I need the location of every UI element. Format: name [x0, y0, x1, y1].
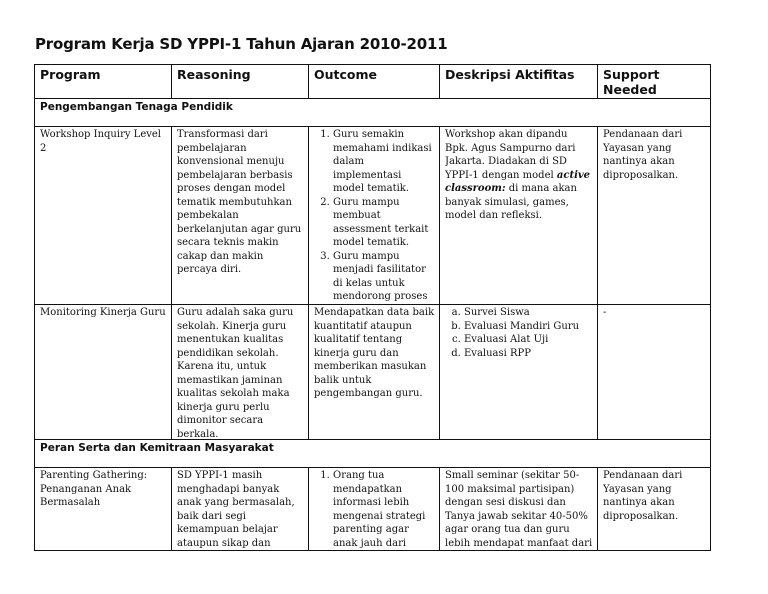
- list-item: c. Evaluasi Alat Uji: [464, 333, 593, 347]
- table-row: [35, 468, 711, 551]
- list-item: 2. Guru mampu membuat assessment terkait model tematik.: [333, 196, 435, 250]
- table-row: [35, 127, 711, 305]
- cell-program: [35, 468, 172, 551]
- header-support: Support Needed: [598, 65, 711, 99]
- cell-reasoning: [172, 305, 309, 440]
- deskripsi-list: [445, 306, 593, 360]
- support-text: Pendanaan dari Yayasan yang nantinya akan diproposalkan.: [603, 470, 683, 522]
- header-outcome: Outcome: [309, 65, 440, 99]
- cell-outcome: [309, 305, 440, 440]
- cell-deskripsi: [440, 127, 598, 305]
- program-text: Monitoring Kinerja Guru: [40, 307, 166, 318]
- cell-reasoning: [172, 468, 309, 551]
- section-row: [35, 440, 711, 468]
- header-program: Program: [35, 65, 172, 99]
- cell-outcome: [309, 468, 440, 551]
- support-text: Pendanaan dari Yayasan yang nantinya akan diproposalkan.: [603, 129, 683, 181]
- cell-support: [598, 127, 711, 305]
- table-row: [35, 305, 711, 440]
- outcome-list: [314, 469, 435, 549]
- cell-reasoning: [172, 127, 309, 305]
- header-reasoning: Reasoning: [172, 65, 309, 99]
- list-item: b. Evaluasi Mandiri Guru: [464, 320, 593, 334]
- emphasis-text: active classroom:: [445, 169, 591, 194]
- header-deskripsi: Deskripsi Aktifitas: [440, 65, 598, 99]
- list-item: 3. Guru mampu menjadi fasilitator di kelas untuk mendorong proses: [333, 250, 435, 304]
- cell-program: [35, 305, 172, 440]
- header-row: [35, 65, 711, 99]
- section-title-peran-serta: Peran Serta dan Kemitraan Masyarakat: [35, 440, 711, 468]
- cell-support: [598, 468, 711, 551]
- reasoning-text: Transformasi dari pembelajaran konvensional menuju pembelajaran berbasis proses dengan model tematik membutuhkan pembekalan berkelanjutan agar guru secara teknis makin cakap dan makin percaya diri.: [177, 129, 302, 275]
- outcome-text: Mendapatkan data baik kuantitatif ataupun kualitatif tentang kinerja guru dan memberikan masukan balik untuk pengembangan guru.: [314, 307, 435, 399]
- program-text: Parenting Gathering: Penanganan Anak Bermasalah: [40, 470, 148, 508]
- deskripsi-text: Workshop akan dipandu Bpk. Agus Sampurno dari Jakarta. Diadakan di SD YPPI-1 dengan model active classroom: di mana akan banyak simulasi, games, model dan refleksi.: [445, 129, 591, 221]
- cell-program: [35, 127, 172, 305]
- support-text: -: [603, 307, 607, 318]
- section-title-pengembangan: Pengembangan Tenaga Pendidik: [35, 99, 711, 127]
- page-title: Program Kerja SD YPPI-1 Tahun Ajaran 2010-2011: [35, 35, 448, 53]
- outcome-list: [314, 128, 435, 303]
- reasoning-text: SD YPPI-1 masih menghadapi banyak anak yang bermasalah, baik dari segi kemampuan belajar ataupun sikap dan: [177, 470, 295, 549]
- program-table: [34, 64, 711, 551]
- list-item: d. Evaluasi RPP: [464, 347, 593, 361]
- program-text: Workshop Inquiry Level 2: [40, 129, 161, 154]
- list-item: 1. Guru semakin memahami indikasi dalam implementasi model tematik.: [333, 128, 435, 196]
- list-item: 1. Orang tua mendapatkan informasi lebih mengenai strategi parenting agar anak jauh dari: [333, 469, 435, 549]
- reasoning-text: Guru adalah saka guru sekolah. Kinerja guru menentukan kualitas pendidikan sekolah. Karena itu, untuk memastikan jaminan kualitas sekolah maka kinerja guru perlu dimonitor secara berkala.: [177, 307, 294, 438]
- cell-outcome: [309, 127, 440, 305]
- cell-deskripsi: [440, 305, 598, 440]
- list-item: a. Survei Siswa: [464, 306, 593, 320]
- cell-support: [598, 305, 711, 440]
- deskripsi-text: Small seminar (sekitar 50-100 maksimal partisipan) dengan sesi diskusi dan Tanya jawab sekitar 40-50% agar orang tua dan guru lebih mendapat manfaat dari: [445, 470, 593, 549]
- cell-deskripsi: [440, 468, 598, 551]
- section-row: [35, 99, 711, 127]
